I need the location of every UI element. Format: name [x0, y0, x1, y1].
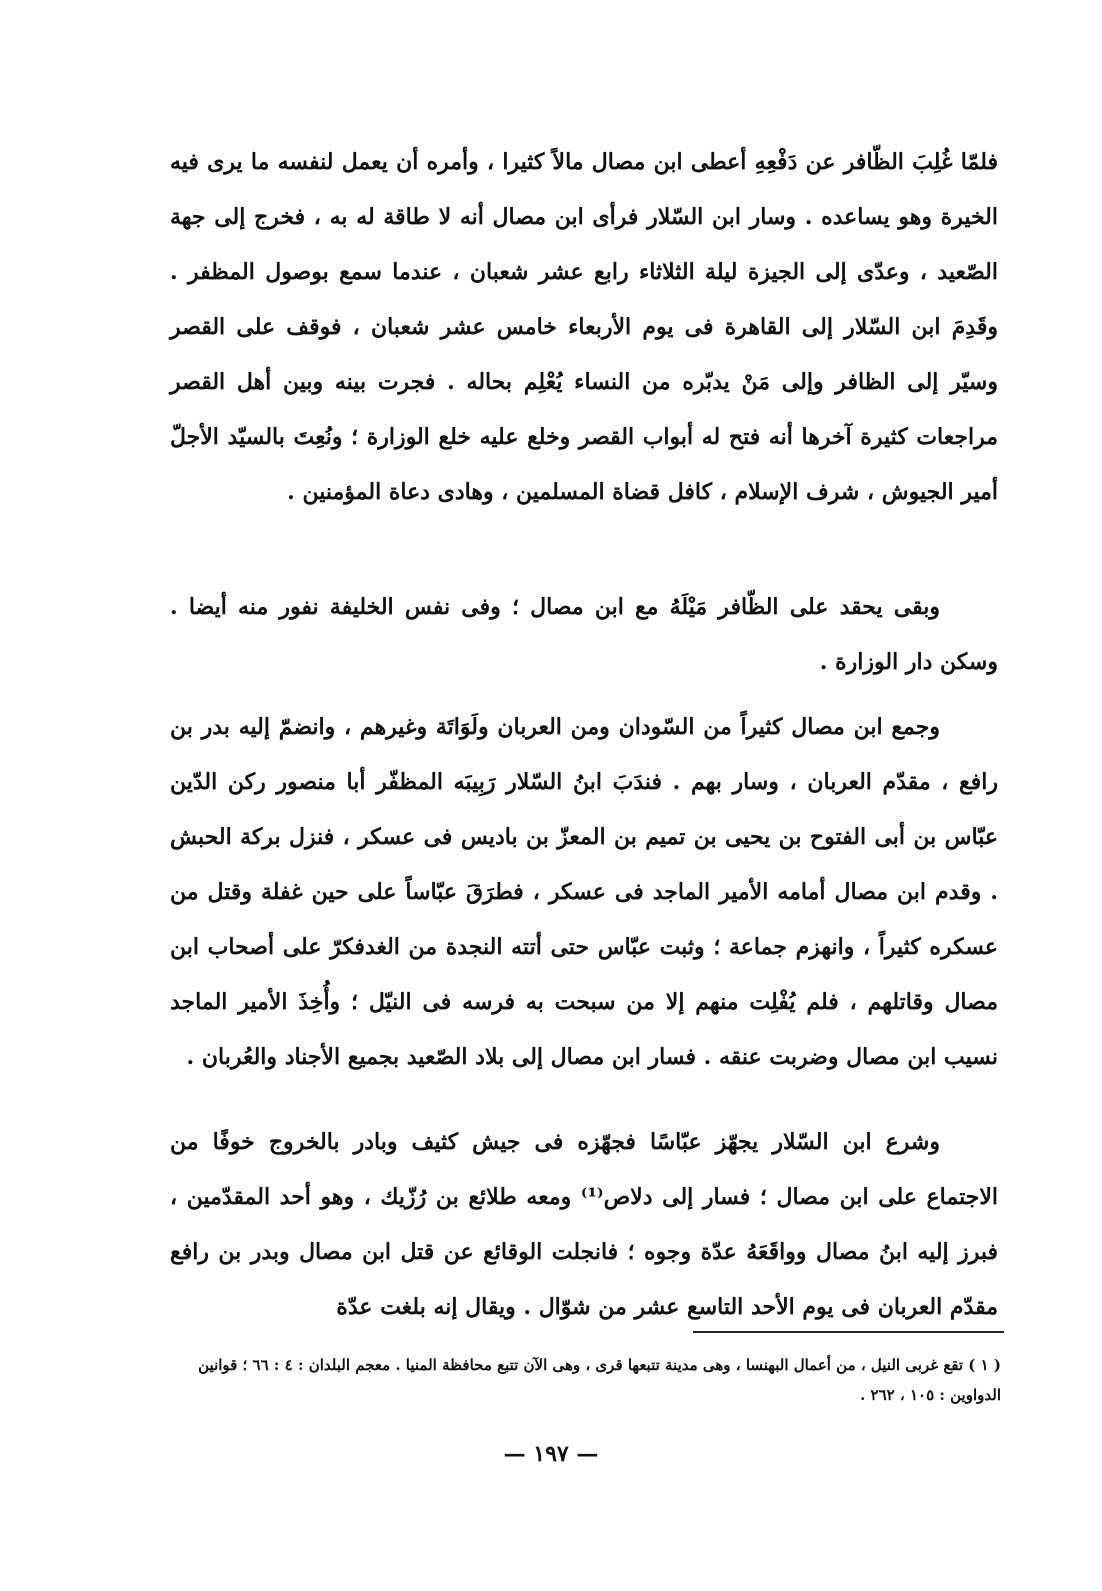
paragraph-1: [170, 135, 998, 520]
footnote: ( ١ ) تقع غربى النيل ، من أعمال البهنسا ، وهى مدينة تتبعها قرى ، وهى الآن تتبع محافظة المنيا . معجم البلدان : ٤ : ٦٦ ؛ قوانين الدواوين : ١٠٥ ، ٢٦٢ .: [198, 1356, 1001, 1404]
paragraph-2: [170, 580, 998, 690]
paragraph-3: [170, 700, 998, 1085]
paragraph-text: فلمّا غُلِبَ الظّافر عن دَفْعِهِ أعطى ابن مصال مالاً كثيرا ، وأمره أن يعمل لنفسه ما يرى فيه الخيرة وهو يساعده . وسار ابن السّلار فرأى ابن مصال أنه لا طاقة له به ، فخرج إلى جهة الصّعيد ، وعدّى إلى الجيزة ليلة الثلاثاء رابع عشر شعبان ، عندما سمع بوصول المظفر . وقَدِمَ ابن السّلار إلى القاهرة فى يوم الأربعاء خامس عشر شعبان ، فوقف على القصر وسيّر إلى الظافر وإلى مَنْ يدبّره من النساء يُعْلِم بحاله . فجرت بينه وبين أهل القصر مراجعات كثيرة آخرها أنه فتح له أبواب القصر وخلع عليه خلع الوزارة ؛ ونُعِتَ بالسيّد الأجلّ أمير الجيوش ، شرف الإسلام ، كافل قضاة المسلمين ، وهادى دعاة المؤمنين .: [170, 149, 998, 505]
paragraph-text: وجمع ابن مصال كثيراً من السّودان ومن العربان ولَوَاتَة وغيرهم ، وانضمّ إليه بدر بن رافع ، مقدّم العربان ، وسار بهم . فندَبَ ابنُ السّلار رَبِيبَه المظفّر أبا منصور ركن الدّين عبّاس بن أبى الفتوح بن يحيى بن تميم بن المعزّ بن باديس فى عسكر ، فنزل بركة الحبش . وقدم ابن مصال أمامه الأمير الماجد فى عسكر ، فطرَقَ عبّاساً على حين غفلة وقتل من عسكره كثيراً ، وانهزم جماعة ؛ وثبت عبّاس حتى أتته النجدة من الغدفكرّ على أصحاب ابن مصال وقاتلهم ، فلم يُفْلِت منهم إلا من سبحت به فرسه فى النيّل ؛ وأُخِذَ الأمير الماجد نسيب ابن مصال وضربت عنقه . فسار ابن مصال إلى بلاد الصّعيد بجميع الأجناد والعُربان .: [170, 714, 998, 1070]
paragraph-text: وشرع ابن السّلار يجهّز عبّاسًا فجهّزه فى جيش كثيف وبادر بالخروج خوفًا من الاجتماع على ابن مصال ؛ فسار إلى دلاص⁽¹⁾ ومعه طلائع بن رُزّيك ، وهو أحد المقدّمين ، فبرز إليه ابنُ مصال وواقَعَهُ عدّة وجوه ؛ فانجلت الوقائع عن قتل ابن مصال وبدر بن رافع مقدّم العربان فى يوم الأحد التاسع عشر من شوّال . ويقال إنه بلغت عدّة: [170, 1129, 998, 1320]
paragraph-4: [170, 1115, 998, 1335]
paragraph-text: وبقى يحقد على الظّافر مَيْلَهُ مع ابن مصال ؛ وفى نفس الخليفة نفور منه أيضا . وسكن دار الوزارة .: [170, 594, 998, 675]
page-number: — ١٩٧ —: [503, 1441, 599, 1467]
footnote-divider: [693, 1331, 1004, 1333]
